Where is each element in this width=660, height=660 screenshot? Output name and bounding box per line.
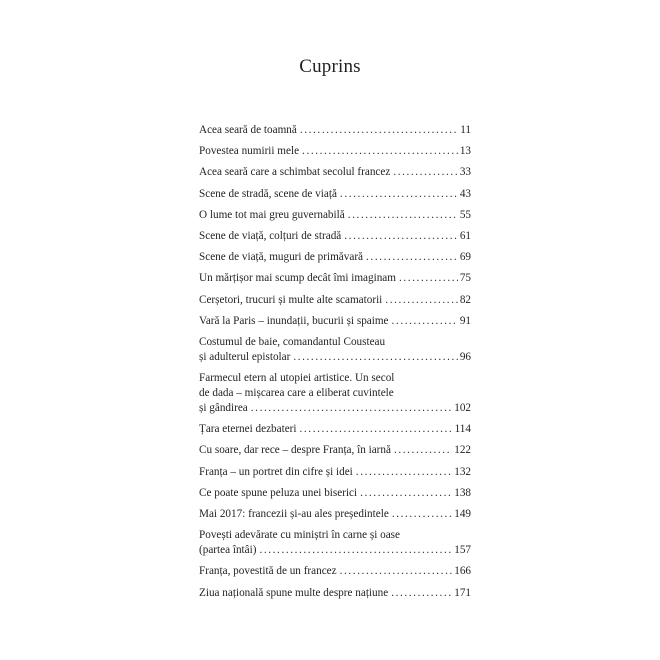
dot-leader xyxy=(300,422,453,437)
toc-entry-page-number: 13 xyxy=(459,145,471,158)
toc-entry-line xyxy=(199,229,471,244)
toc-entry-line xyxy=(199,123,471,138)
dot-leader xyxy=(300,123,458,138)
toc-entry-title-line: de dada – mișcarea care a eliberat cuvintele xyxy=(199,387,394,400)
toc-entry-title: și gândirea xyxy=(199,402,248,415)
dot-leader xyxy=(340,187,458,202)
dot-leader xyxy=(356,465,452,480)
dot-leader xyxy=(394,443,452,458)
dot-leader xyxy=(302,144,458,159)
toc-entry xyxy=(199,465,471,480)
table-of-contents xyxy=(199,123,471,607)
toc-entry-page-number: 171 xyxy=(454,586,471,599)
toc-entry-line xyxy=(199,564,471,579)
toc-entry-page-number: 43 xyxy=(459,187,471,200)
toc-entry-page-number: 149 xyxy=(454,508,471,520)
toc-entry xyxy=(199,371,471,416)
toc-entry-line xyxy=(199,208,471,223)
toc-entry-title: Vară la Paris – inundații, bucurii și spaime xyxy=(199,314,389,327)
toc-entry-line xyxy=(199,443,471,458)
dot-leader xyxy=(399,271,458,286)
toc-entry-title: Ziua națională spune multe despre națiune xyxy=(199,586,389,599)
toc-entry xyxy=(199,250,471,265)
toc-entry-line xyxy=(199,350,471,365)
toc-entry-page-number: 166 xyxy=(454,565,471,578)
toc-entry xyxy=(199,528,471,558)
toc-entry-title: Acea seară de toamnă xyxy=(199,124,297,136)
toc-entry xyxy=(199,586,471,601)
toc-entry-line xyxy=(199,486,471,501)
toc-entry xyxy=(199,564,471,579)
dot-leader xyxy=(360,486,452,501)
toc-entry xyxy=(199,314,471,329)
page-title: Cuprins xyxy=(299,56,361,77)
dot-leader xyxy=(392,507,452,522)
toc-entry xyxy=(199,271,471,286)
toc-entry-line xyxy=(199,314,471,329)
toc-entry-line xyxy=(199,250,471,265)
toc-entry-page-number: 69 xyxy=(459,251,471,264)
dot-leader xyxy=(366,250,458,265)
toc-entry-title: Povestea numirii mele xyxy=(199,145,300,158)
toc-entry-title: Cerșetori, trucuri și multe alte scamatorii xyxy=(199,293,383,306)
dot-leader xyxy=(259,543,452,558)
toc-entry-title-line: Farmecul etern al utopiei artistice. Un secol xyxy=(199,372,395,385)
toc-entry-page-number: 132 xyxy=(454,465,471,478)
toc-entry xyxy=(199,486,471,501)
toc-entry-line xyxy=(199,187,471,202)
toc-entry-line xyxy=(199,293,471,308)
toc-entry-title: Franța, povestită de un francez xyxy=(199,565,337,578)
toc-entry xyxy=(199,187,471,202)
toc-entry-page-number: 96 xyxy=(459,350,471,363)
toc-entry-title: Scene de viață, muguri de primăvară xyxy=(199,251,364,264)
dot-leader xyxy=(340,564,453,579)
dot-leader xyxy=(348,208,458,223)
toc-entry xyxy=(199,144,471,159)
toc-entry xyxy=(199,229,471,244)
toc-entry-title: Cu soare, dar rece – despre Franța, în iarnă xyxy=(199,444,391,457)
dot-leader xyxy=(344,229,458,244)
toc-entry-page-number: 138 xyxy=(454,486,471,499)
toc-entry-page-number: 75 xyxy=(459,272,471,285)
dot-leader xyxy=(293,350,457,365)
toc-entry-title: Țara eternei dezbateri xyxy=(199,423,297,436)
dot-leader xyxy=(393,165,458,180)
toc-entry xyxy=(199,293,471,308)
toc-entry-page-number: 11 xyxy=(460,124,471,136)
toc-entry-page-number: 55 xyxy=(459,208,471,221)
toc-entry-line xyxy=(199,165,471,180)
toc-entry xyxy=(199,507,471,522)
toc-entry xyxy=(199,335,471,365)
toc-entry-line xyxy=(199,422,471,437)
toc-entry-line xyxy=(199,507,471,522)
toc-entry-page-number: 91 xyxy=(459,314,471,327)
toc-entry-line xyxy=(199,465,471,480)
toc-entry-title: Ce poate spune peluza unei biserici xyxy=(199,486,358,499)
toc-entry-page-number: 122 xyxy=(454,444,471,457)
toc-entry-title: și adulterul epistolar xyxy=(199,350,291,363)
toc-entry-title: Scene de viață, colțuri de stradă xyxy=(199,229,342,242)
dot-leader xyxy=(391,586,452,601)
dot-leader xyxy=(251,401,452,416)
toc-entry-title: (partea întâi) xyxy=(199,544,257,557)
toc-entry-title: Franța – un portret din cifre și idei xyxy=(199,465,353,478)
toc-entry-line xyxy=(199,586,471,601)
toc-entry-page-number: 61 xyxy=(459,229,471,242)
toc-entry xyxy=(199,422,471,437)
toc-entry-line xyxy=(199,543,471,558)
toc-entry-line xyxy=(199,144,471,159)
toc-entry-page-number: 33 xyxy=(459,166,471,179)
dot-leader xyxy=(385,293,458,308)
toc-entry-line xyxy=(199,401,471,416)
toc-entry-title-line: Costumul de baie, comandantul Cousteau xyxy=(199,335,386,348)
toc-entry xyxy=(199,123,471,138)
toc-entry-page-number: 82 xyxy=(459,293,471,306)
toc-entry-title: Un mărțișor mai scump decât îmi imaginam xyxy=(199,272,396,285)
toc-entry-title: Mai 2017: francezii și-au ales președintele xyxy=(199,508,389,520)
toc-entry xyxy=(199,443,471,458)
toc-entry xyxy=(199,208,471,223)
dot-leader xyxy=(392,314,458,329)
toc-entry-title: Acea seară care a schimbat secolul francez xyxy=(199,166,391,179)
toc-entry xyxy=(199,165,471,180)
toc-entry-title: O lume tot mai greu guvernabilă xyxy=(199,208,345,221)
toc-entry-page-number: 157 xyxy=(454,544,471,557)
toc-entry-title-line: Povești adevărate cu miniștri în carne și oase xyxy=(199,529,400,542)
toc-entry-title: Scene de stradă, scene de viață xyxy=(199,187,337,200)
toc-entry-page-number: 114 xyxy=(454,423,471,436)
toc-entry-page-number: 102 xyxy=(454,402,471,415)
toc-entry-line xyxy=(199,271,471,286)
